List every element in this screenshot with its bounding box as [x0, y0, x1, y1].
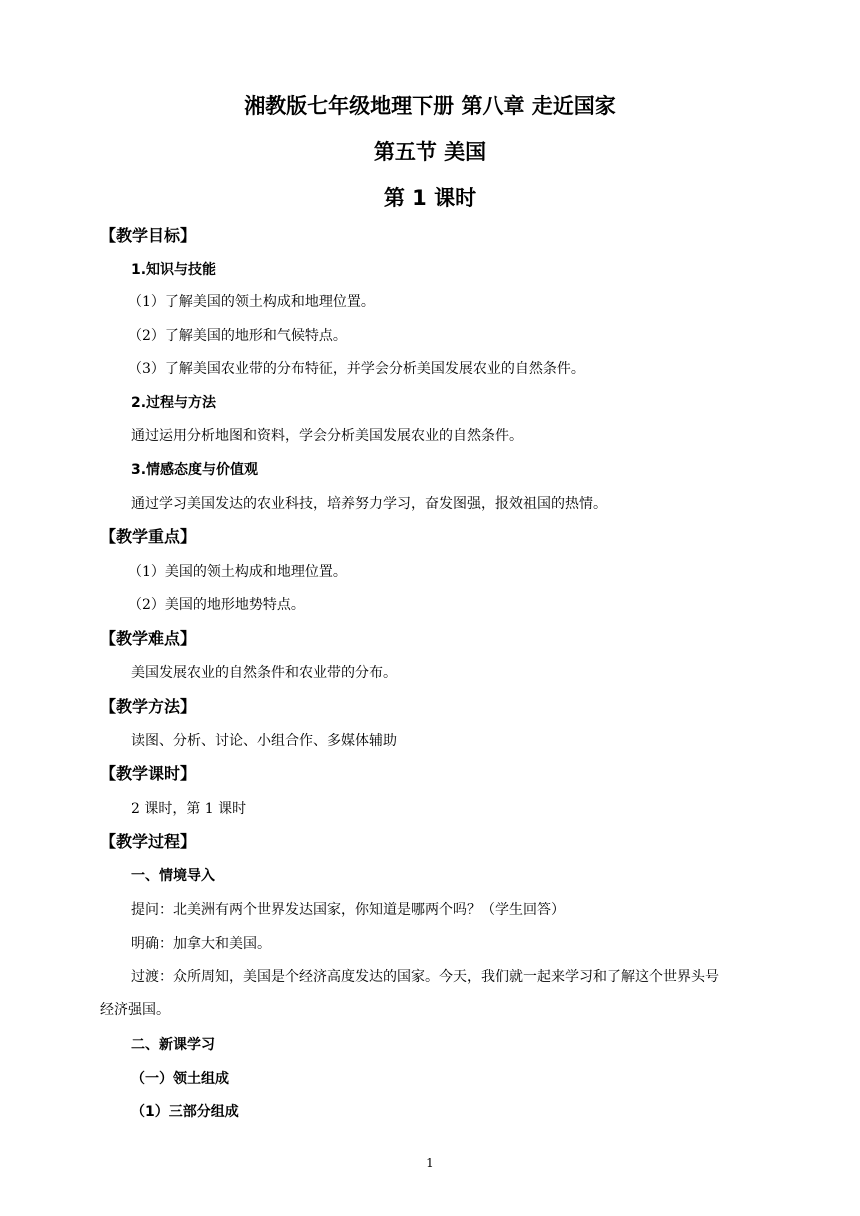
new-lesson-heading: 二、新课学习 [131, 1037, 215, 1053]
methods-heading: 【教学方法】 [100, 697, 197, 716]
knowledge-item: （3）了解美国农业带的分布特征，并学会分析美国发展农业的自然条件。 [128, 361, 585, 377]
difficulties-heading: 【教学难点】 [100, 629, 197, 648]
key-points-heading: 【教学重点】 [100, 527, 197, 546]
page-number: 1 [426, 1156, 434, 1170]
knowledge-skills-heading: 1.知识与技能 [131, 262, 217, 278]
difficulties-text: 美国发展农业的自然条件和农业带的分布。 [131, 665, 397, 681]
methods-text: 读图、分析、讨论、小组合作、多媒体辅助 [131, 733, 397, 749]
document-title: 湘教版七年级地理下册 第八章 走近国家 [244, 94, 616, 118]
intro-transition-line: 经济强国。 [100, 1002, 170, 1018]
intro-heading: 一、情境导入 [131, 868, 215, 884]
hours-text: 2 课时，第 1 课时 [131, 801, 247, 817]
knowledge-item: （1）了解美国的领土构成和地理位置。 [128, 294, 375, 310]
lesson-title: 第 1 课时 [383, 186, 477, 210]
hours-heading: 【教学课时】 [100, 764, 197, 783]
emotion-values-text: 通过学习美国发达的农业科技，培养努力学习，奋发图强，报效祖国的热情。 [131, 496, 607, 512]
objectives-heading: 【教学目标】 [100, 226, 197, 245]
knowledge-item: （2）了解美国的地形和气候特点。 [128, 328, 347, 344]
three-parts-heading: （1）三部分组成 [131, 1104, 239, 1120]
key-point-item: （1）美国的领土构成和地理位置。 [128, 564, 347, 580]
intro-question: 提问：北美洲有两个世界发达国家，你知道是哪两个吗？（学生回答） [131, 902, 565, 918]
process-heading: 【教学过程】 [100, 832, 197, 851]
territory-heading: （一）领土组成 [131, 1071, 229, 1087]
intro-transition-line: 过渡：众所周知，美国是个经济高度发达的国家。今天，我们就一起来学习和了解这个世界头号 [131, 969, 719, 985]
process-method-heading: 2.过程与方法 [131, 395, 217, 411]
emotion-values-heading: 3.情感态度与价值观 [131, 462, 259, 478]
section-title: 第五节 美国 [373, 140, 487, 164]
process-method-text: 通过运用分析地图和资料，学会分析美国发展农业的自然条件。 [131, 428, 523, 444]
intro-answer: 明确：加拿大和美国。 [131, 936, 271, 952]
key-point-item: （2）美国的地形地势特点。 [128, 597, 305, 613]
